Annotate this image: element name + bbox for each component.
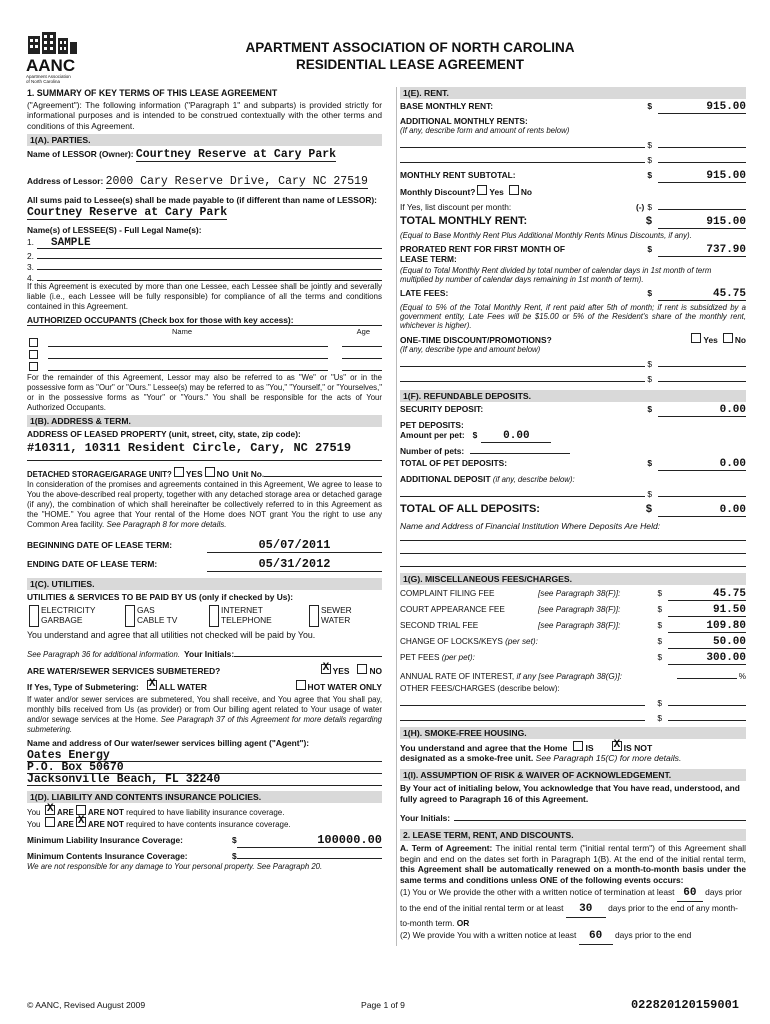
gas-checkbox[interactable]: [125, 605, 135, 627]
lessor-label: Name of LESSOR (Owner):: [27, 149, 134, 160]
currency: $: [657, 653, 662, 662]
onetime-amount[interactable]: [658, 371, 746, 382]
additional-rent-amount[interactable]: [658, 137, 746, 148]
all-water-checkbox[interactable]: [147, 680, 157, 690]
liability-are-checkbox[interactable]: [45, 805, 55, 815]
lessee-num: 1.: [27, 236, 34, 247]
base-rent-label: BASE MONTHLY RENT:: [400, 101, 494, 111]
or-label: OR: [456, 917, 470, 928]
currency: $: [647, 170, 652, 180]
late-fees-label: LATE FEES:: [400, 288, 449, 298]
fee-value[interactable]: 300.00: [668, 652, 746, 665]
onetime-no-label: No: [734, 335, 746, 345]
submeter-yes-label: YES: [332, 666, 350, 677]
occupant-age-field[interactable]: [342, 348, 382, 359]
unit-no-field[interactable]: [264, 466, 382, 477]
term-text: The initial rental term ("initial rental term") of this Agreement shall begin and end on the dates set forth in Paragraph 1(B). At the end of the initial rental term,: [400, 843, 746, 864]
currency: $: [657, 637, 662, 646]
additional-rent-label: ADDITIONAL MONTHLY RENTS:: [400, 116, 528, 126]
insurance-header: 1(D). LIABILITY AND CONTENTS INSURANCE POLICIES.: [27, 791, 382, 803]
institution-label: Name and Address of Financial Institution Where Deposits Are Held:: [400, 521, 661, 531]
subtotal-label: MONTHLY RENT SUBTOTAL:: [400, 170, 516, 180]
late-fees-field[interactable]: 45.75: [658, 288, 746, 301]
security-label: SECURITY DEPOSIT:: [400, 404, 484, 414]
agent-line: Oates Energy: [27, 750, 382, 762]
percent-sign: %: [738, 672, 746, 681]
document-id: 022820120159001: [630, 998, 739, 1012]
sewer-checkbox[interactable]: [309, 605, 319, 627]
smoke-is-label: IS: [585, 743, 594, 753]
currency: $: [657, 713, 662, 723]
min-cont-label: Minimum Contents Insurance Coverage:: [27, 850, 188, 861]
onetime-note: (If any, describe type and amount below): [400, 345, 541, 354]
building-icon: [26, 30, 78, 56]
discount-yes-label: Yes: [489, 187, 504, 197]
page-number: Page 1 of 9: [361, 1000, 405, 1010]
occupant-age-field[interactable]: [342, 336, 382, 347]
utility-label: GAS: [137, 605, 155, 616]
smoke-text-2: designated as a smoke-free unit.: [400, 753, 534, 763]
logo-subtitle: Apartment Association: [26, 74, 71, 79]
smoke-free-header: 1(H). SMOKE-FREE HOUSING.: [400, 727, 746, 739]
submeter-no-label: NO: [369, 666, 382, 677]
discount-amount-field[interactable]: [658, 199, 746, 210]
occupants-label: AUTHORIZED OCCUPANTS (Check box for those with key access):: [27, 315, 382, 327]
footer: [27, 998, 747, 1014]
other-fee-amount[interactable]: [668, 695, 746, 706]
onetime-label: ONE-TIME DISCOUNT/PROMOTIONS?: [400, 335, 552, 345]
smoke-see: See Paragraph 15(C) for more details.: [535, 753, 682, 763]
currency: $: [232, 850, 237, 861]
occupant-name-field[interactable]: [48, 348, 328, 359]
other-fee-amount[interactable]: [668, 710, 746, 721]
parties-header: 1(A). PARTIES.: [27, 134, 382, 146]
fees-list: [400, 588, 746, 665]
additional-deposit-desc[interactable]: [400, 486, 645, 497]
occupant-checkbox[interactable]: [29, 362, 38, 371]
fee-label: CHANGE OF LOCKS/KEYS: [400, 637, 503, 646]
lessee-num: 4.: [27, 272, 34, 283]
rent-header: 1(E). RENT.: [400, 87, 746, 99]
occupant-age-field[interactable]: [342, 360, 382, 371]
copyright: © AANC, Revised August 2009: [27, 1000, 146, 1010]
occ-age-header: Age: [356, 327, 370, 337]
util-initials-field[interactable]: [234, 646, 382, 657]
event-2b: days prior to the end: [614, 930, 692, 941]
fee-value[interactable]: 50.00: [668, 636, 746, 649]
smoke-text: You understand and agree that the Home: [400, 743, 568, 753]
event-1b: days prior to the end of the initial rental term or at least: [400, 887, 742, 913]
fee-ref: [see Paragraph 38(F)]:: [538, 605, 621, 614]
ins-cont-text: required to have contents insurance coverage.: [126, 819, 291, 829]
doc-title: APARTMENT ASSOCIATION OF NORTH CAROLINA: [245, 40, 575, 55]
ins-liab-text: required to have liability insurance coverage.: [126, 807, 285, 817]
agent-address[interactable]: [27, 750, 382, 786]
discount-no-checkbox[interactable]: [509, 185, 519, 195]
event-2a: (2) We provide You with a written notice at least: [400, 930, 577, 941]
utility-label: TELEPHONE: [221, 615, 272, 626]
total-rent-field[interactable]: 915.00: [658, 216, 746, 229]
submeter-see: See Paragraph 37 of this Agreement for more details regarding submetering.: [27, 714, 383, 734]
total-rent-note: (Equal to Base Monthly Rent Plus Additional Monthly Rents Minus Discounts, if any).: [400, 231, 692, 240]
right-column: [396, 87, 746, 946]
apr-field[interactable]: [677, 668, 737, 679]
remainder-text: For the remainder of this Agreement, Lessor may also be referred to as "We" or "Us" or in the possessive form as "Our" or "Ours." Lessee(s) may be referred to as "You," "Yourself," or "Yourselves," or in the possessive forms as "Your" or "Yours." You shall be responsible for the acts of Your Authorized Occupants.: [27, 373, 382, 412]
lessee-num: 3.: [27, 261, 34, 272]
discount-question: Monthly Discount?: [400, 187, 476, 197]
agent-label: Name and address of Our water/sewer services billing agent ("Agent"):: [27, 738, 310, 749]
total-pet-label: TOTAL OF PET DEPOSITS:: [400, 458, 508, 468]
left-column: [27, 87, 382, 873]
occ-name-header: Name: [172, 327, 193, 337]
submeter-question: ARE WATER/SEWER SERVICES SUBMETERED?: [27, 666, 221, 677]
risk-header: 1(I). ASSUMPTION OF RISK & WAIVER OF ACKNOWLEDGEMENT.: [400, 769, 746, 781]
util-agree: You understand and agree that all utilities not checked will be paid by You.: [27, 630, 316, 641]
currency: $: [647, 155, 652, 165]
util-initials-label: Your Initials:: [184, 649, 235, 660]
fee-label: COURT APPEARANCE FEE: [400, 605, 505, 614]
late-fees-note: (Equal to 5% of the Total Monthly Rent, if rent paid after 5th of month; if rent is subsidized by a government entity, Late Fees will be $15.00 or 5% of the Resident's share of the monthly rent, whichever is higher).: [400, 303, 746, 330]
currency: $: [645, 503, 652, 515]
s1-intro: ("Agreement"): The following information ("Paragraph 1" and subparts) is provided strictly for informational purposes and is intended to be construed contextually with the other terms and conditions of this Agreement.: [27, 99, 382, 131]
institution-line[interactable]: [400, 544, 746, 554]
additional-rent-desc[interactable]: [400, 137, 645, 148]
lessee-4-field[interactable]: [37, 270, 382, 281]
currency: $: [647, 404, 652, 414]
agent-line: Jacksonville Beach, FL 32240: [27, 774, 382, 786]
jointly-text: If this Agreement is executed by more than one Lessee, each Lessee shall be jointly and severally liable (i.e., each Lessee will be fully responsible) for compliance of all the terms and conditions contained in this Agreement.: [27, 281, 382, 311]
storage-yes-label: YES: [185, 468, 203, 479]
apr-label: ANNUAL RATE OF INTEREST,: [400, 672, 515, 681]
lessee-3-field[interactable]: [37, 259, 382, 270]
smoke-is-not-label: IS NOT: [623, 743, 653, 753]
payable-label: All sums paid to Lessee(s) shall be made payable to (if different than name of LESSOR):: [27, 195, 377, 206]
disclaimer: We are not responsible for any damage to Your personal property. See Paragraph 20.: [27, 861, 323, 871]
hot-water-checkbox[interactable]: [296, 680, 306, 690]
contents-are-checkbox[interactable]: [45, 817, 55, 827]
util-see: See Paragraph 36 for additional information.: [27, 650, 181, 660]
other-fee-desc[interactable]: [400, 710, 645, 721]
notice-days-2[interactable]: 30: [566, 902, 606, 918]
onetime-yes-checkbox[interactable]: [691, 333, 701, 343]
risk-initials-field[interactable]: [454, 810, 746, 821]
security-field[interactable]: 0.00: [658, 404, 746, 417]
discount-no-label: No: [520, 187, 532, 197]
are-label: ARE: [57, 819, 74, 829]
address-value[interactable]: 2000 Cary Reserve Drive, Cary NC 27519: [105, 175, 368, 189]
currency: $: [647, 140, 652, 150]
smoke-is-not-checkbox[interactable]: [612, 741, 622, 751]
additional-rent-note: (If any, describe form and amount of rents below): [400, 126, 570, 135]
you-label: You: [27, 807, 41, 817]
base-rent-field[interactable]: 915.00: [658, 101, 746, 114]
notice-days-3[interactable]: 60: [579, 930, 613, 945]
onetime-amount[interactable]: [658, 356, 746, 367]
fee-value[interactable]: 91.50: [668, 604, 746, 617]
electricity-checkbox[interactable]: [29, 605, 39, 627]
currency: $: [232, 834, 237, 845]
begin-label: BEGINNING DATE OF LEASE TERM:: [27, 539, 173, 550]
currency: $: [647, 374, 652, 384]
submeter-yes-checkbox[interactable]: [321, 664, 331, 674]
additional-rent-desc[interactable]: [400, 152, 645, 163]
prorated-label: PRORATED RENT FOR FIRST MONTH OF LEASE TERM:: [400, 244, 566, 264]
additional-rent-amount[interactable]: [658, 152, 746, 163]
fee-ref: [see Paragraph 38(F)]:: [538, 589, 621, 598]
fee-label: COMPLAINT FILING FEE: [400, 589, 495, 598]
per-pet-label: Amount per pet:: [400, 430, 465, 440]
total-deposits-label: TOTAL OF ALL DEPOSITS:: [400, 503, 540, 515]
utility-label: CABLE TV: [137, 615, 178, 626]
occupant-checkbox[interactable]: [29, 338, 38, 347]
min-liab-label: Minimum Liability Insurance Coverage:: [27, 834, 183, 845]
logo-text: AANC: [26, 56, 76, 75]
currency: $: [645, 215, 652, 227]
are-not-label: ARE NOT: [87, 819, 124, 829]
address-label: Address of Lessor:: [27, 176, 104, 187]
hot-water-label: HOT WATER ONLY: [307, 682, 382, 693]
institution-line[interactable]: [400, 531, 746, 541]
onetime-desc[interactable]: [400, 371, 645, 382]
risk-text: By Your act of initialing below, You acknowledge that You have read, understood, and fully agreed to Paragraph 16 of this Agreement.: [400, 783, 740, 804]
currency: $: [647, 458, 652, 468]
fee-value[interactable]: 109.80: [668, 620, 746, 633]
total-deposits-field[interactable]: 0.00: [658, 504, 746, 517]
utility-label: ELECTRICITY: [41, 605, 96, 616]
utility-label: WATER: [321, 615, 351, 626]
onetime-no-checkbox[interactable]: [723, 333, 733, 343]
utilities-sub: UTILITIES & SERVICES TO BE PAID BY US (only if checked by Us):: [27, 591, 294, 602]
leased-property-line: [27, 455, 382, 461]
s1-heading: 1. SUMMARY OF KEY TERMS OF THIS LEASE AGREEMENT: [27, 88, 278, 98]
currency: $: [657, 698, 662, 708]
deposits-header: 1(F). REFUNDABLE DEPOSITS.: [400, 390, 746, 402]
currency: $: [657, 621, 662, 630]
currency: $: [647, 202, 652, 212]
total-pet-field[interactable]: 0.00: [658, 458, 746, 471]
agent-line: P.O. Box 50670: [27, 762, 382, 774]
lessor-value[interactable]: Courtney Reserve at Cary Park: [135, 148, 337, 162]
are-not-label: ARE NOT: [87, 807, 124, 817]
term-label: A. Term of Agreement:: [400, 843, 493, 853]
institution-line[interactable]: [400, 557, 746, 567]
occupant-checkbox[interactable]: [29, 350, 38, 359]
discount-list-label: If Yes, list discount per month:: [400, 202, 512, 212]
aanc-logo: [26, 30, 86, 84]
logo-subtitle-2: of North Carolina: [26, 79, 61, 84]
total-rent-label: TOTAL MONTHLY RENT:: [400, 215, 528, 227]
currency: $: [647, 489, 652, 499]
subtotal-field[interactable]: 915.00: [658, 170, 746, 183]
currency: $: [647, 359, 652, 369]
currency: $: [647, 101, 652, 111]
lessee-label: Name(s) of LESSEE(S) - Full Legal Name(s):: [27, 225, 202, 236]
num-pets-field[interactable]: [470, 443, 570, 454]
leased-property-label: ADDRESS OF LEASED PROPERTY (unit, street, city, state, zip code):: [27, 429, 301, 440]
fee-label: SECOND TRIAL FEE: [400, 621, 479, 630]
term-bold: this Agreement shall be automatically renewed on a month-to-month basis under the same terms and conditions unless ONE of the following events occurs:: [400, 864, 746, 885]
utility-label: SEWER: [321, 605, 352, 616]
lessee-list: [27, 237, 382, 281]
risk-initials-label: Your Initials:: [400, 813, 451, 823]
per-pet-field[interactable]: 0.00: [481, 430, 551, 443]
additional-deposit-note: (if any, describe below):: [492, 475, 575, 484]
liability-are-not-checkbox[interactable]: [76, 805, 86, 815]
end-date-field[interactable]: 05/31/2012: [207, 557, 382, 572]
lessee-2-field[interactable]: [37, 248, 382, 259]
doc-subtitle: RESIDENTIAL LEASE AGREEMENT: [295, 57, 525, 72]
event-1a: (1) You or We provide the other with a written notice of termination at least: [400, 887, 675, 897]
fee-ref: (per pet):: [441, 653, 475, 662]
occupant-rows: [27, 336, 382, 372]
prorated-field[interactable]: 737.90: [658, 244, 746, 257]
onetime-yes-label: Yes: [703, 335, 718, 345]
submeter-text: If water and/or sewer services are submetered, You shall receive, and You agree that You shall pay, monthly bills received from Us (as provider) or from Our billing agent related to Your usage of water and/or sewage services at the Home.: [27, 695, 382, 724]
utility-label: GARBAGE: [41, 615, 83, 626]
storage-yes-checkbox[interactable]: [174, 467, 184, 477]
utility-options: [27, 605, 382, 627]
leased-property-value[interactable]: #10311, 10311 Resident Circle, Cary, NC 27519: [27, 440, 352, 455]
currency: $: [472, 430, 478, 440]
min-liab-field[interactable]: 100000.00: [237, 833, 382, 848]
fee-ref: (per set):: [505, 637, 538, 646]
fees-header: 1(G). MISCELLANEOUS FEES/CHARGES.: [400, 573, 746, 585]
notice-days-1[interactable]: 60: [677, 886, 703, 902]
lessee-1-field[interactable]: SAMPLE: [37, 238, 382, 249]
smoke-is-checkbox[interactable]: [573, 741, 583, 751]
payable-value[interactable]: Courtney Reserve at Cary Park: [27, 206, 228, 220]
end-label: ENDING DATE OF LEASE TERM:: [27, 558, 158, 569]
storage-see: See Paragraph 8 for more details.: [106, 519, 227, 529]
are-label: ARE: [57, 807, 74, 817]
other-fee-desc[interactable]: [400, 695, 645, 706]
utility-label: INTERNET: [221, 605, 263, 616]
section-2-header: 2. LEASE TERM, RENT, AND DISCOUNTS.: [400, 829, 746, 841]
apr-note: if any [see Paragraph 38(G)]:: [516, 672, 623, 681]
internet-checkbox[interactable]: [209, 605, 219, 627]
discount-yes-checkbox[interactable]: [477, 185, 487, 195]
utilities-header: 1(C). UTILITIES.: [27, 578, 382, 590]
fee-ref: [see Paragraph 38(F)]:: [538, 621, 621, 630]
min-cont-field[interactable]: [237, 848, 382, 859]
currency: $: [657, 605, 662, 614]
currency: $: [647, 244, 652, 254]
fee-value[interactable]: 45.75: [668, 588, 746, 601]
address-term-header: 1(B). ADDRESS & TERM.: [27, 415, 382, 427]
fee-label: PET FEES: [400, 653, 440, 662]
storage-text: In consideration of the promises and agreements contained in this Agreement, We agree to lease to You the above-described real property, together with any detached storage area or detached garage (if any), the combination of which shall hereinafter be collectively referred to in this Agreement as the "HOME." You agree that Your rental of the Home does NOT grant You the right to use any Common Area facility.: [27, 479, 382, 529]
begin-date-field[interactable]: 05/07/2011: [207, 538, 382, 553]
event-1c: days prior to the end of any month-to-month term.: [400, 902, 738, 928]
additional-deposit-label: ADDITIONAL DEPOSIT: [400, 474, 491, 484]
minus-sign: (-): [635, 202, 645, 212]
pet-deposits-label: PET DEPOSITS:: [400, 420, 464, 430]
unit-no-label: Unit No.: [232, 468, 265, 479]
prorated-note: (Equal to Total Monthly Rent divided by total number of calendar days in 1st month of term multiplied by number of calendar days remaining in 1st month of term).: [400, 266, 712, 284]
other-fees-label: OTHER FEES/CHARGES (describe below):: [400, 684, 560, 693]
all-water-label: ALL WATER: [158, 682, 207, 693]
you-label: You: [27, 819, 41, 829]
storage-no-label: NO: [216, 468, 230, 479]
num-pets-label: Number of pets:: [400, 446, 465, 456]
sub-type-label: If Yes, Type of Submetering:: [27, 682, 139, 693]
storage-label: DETACHED STORAGE/GARAGE UNIT?: [27, 469, 172, 479]
contents-are-not-checkbox[interactable]: [76, 817, 86, 827]
occupant-name-field[interactable]: [48, 336, 328, 347]
storage-no-checkbox[interactable]: [205, 467, 215, 477]
lessee-num: 2.: [27, 250, 34, 261]
onetime-desc[interactable]: [400, 356, 645, 367]
occupant-name-field[interactable]: [48, 360, 328, 371]
submeter-no-checkbox[interactable]: [357, 664, 367, 674]
currency: $: [657, 589, 662, 598]
additional-deposit-amount[interactable]: [658, 486, 746, 497]
currency: $: [647, 288, 652, 298]
